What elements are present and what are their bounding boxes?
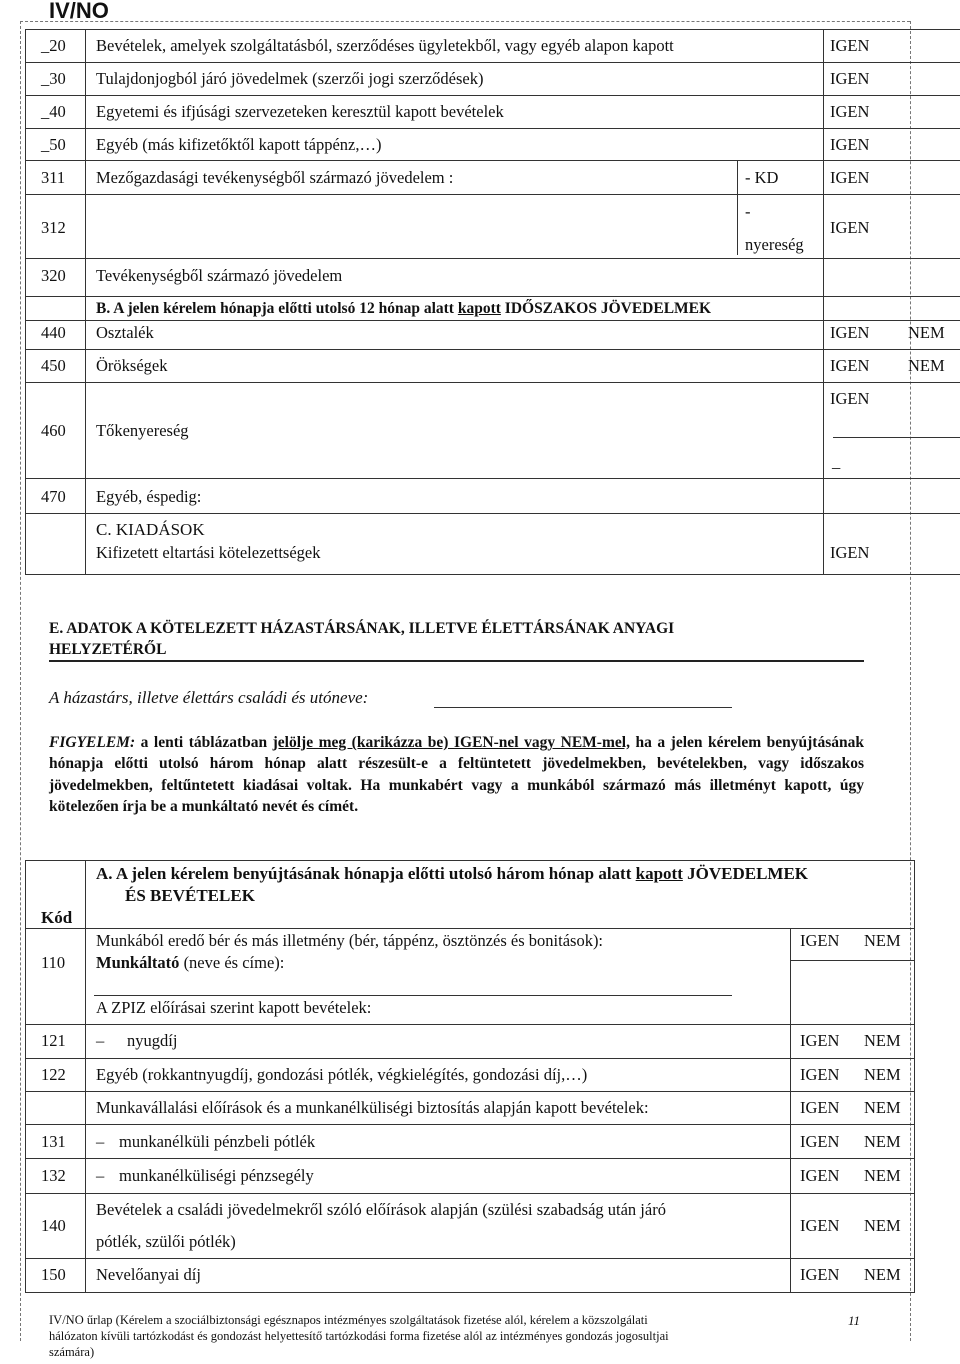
employer-field[interactable]	[94, 995, 732, 996]
row-label: Bevételek a családi jövedelmekről szóló előírások alapján (szülési szabadság után járó	[96, 1200, 666, 1219]
section-a-heading-cont: ÉS BEVÉTELEK	[125, 886, 255, 905]
row-label: Bevételek, amelyek szolgáltatásból, szerződéses ügyletekből, vagy egyéb alapon kapott	[96, 36, 674, 55]
page-header: IV/NO	[49, 0, 109, 23]
row-code: _20	[41, 36, 66, 55]
row-label: Munkavállalási előírások és a munkanélküliségi biztosítás alapján kapott bevételek:	[96, 1098, 649, 1117]
sub-label-kd: - KD	[745, 168, 779, 187]
spouse-name-field[interactable]	[434, 707, 732, 708]
row-code: 470	[41, 487, 66, 506]
row-code: 140	[41, 1216, 66, 1235]
answer-column-divider	[790, 928, 791, 1292]
answer-nem[interactable]: NEM	[864, 1065, 901, 1084]
row-code: 450	[41, 356, 66, 375]
row-label: Nevelőanyai díj	[96, 1265, 201, 1284]
code-header: Kód	[41, 908, 73, 927]
row-code: 121	[41, 1031, 66, 1050]
answer-igen[interactable]: IGEN	[830, 168, 870, 187]
spouse-name-label: A házastárs, illetve élettárs családi és utóneve:	[49, 688, 369, 707]
answer-blank[interactable]: _	[832, 452, 841, 471]
row-dash: –	[96, 1132, 105, 1151]
sub-label-dash: -	[745, 202, 751, 221]
row-label: Egyéb (más kifizetőktől kapott táppénz,…)	[96, 135, 382, 154]
answer-nem[interactable]: NEM	[908, 323, 945, 342]
row-code: _30	[41, 69, 66, 88]
row-code: _40	[41, 102, 66, 121]
answer-igen[interactable]: IGEN	[830, 356, 870, 375]
row-code: 122	[41, 1065, 66, 1084]
row-code: 311	[41, 168, 66, 187]
row-label: Tevékenységből származó jövedelem	[96, 266, 343, 285]
answer-nem[interactable]: NEM	[864, 1216, 901, 1235]
row-label: munkanélküliségi pénzsegély	[119, 1166, 314, 1185]
answer-nem[interactable]: NEM	[864, 1132, 901, 1151]
row-label: Egyetemi és ifjúsági szervezeteken keresztül kapott bevételek	[96, 102, 504, 121]
employer-label: Munkáltató (neve és címe):	[96, 953, 285, 972]
row-label: Örökségek	[96, 356, 168, 375]
answer-igen[interactable]: IGEN	[830, 543, 870, 562]
section-e-rule	[49, 660, 864, 662]
row-dash: –	[96, 1031, 105, 1050]
footer-line: IV/NO űrlap (Kérelem a szociálbiztonsági egésznapos intézményes szolgáltatások fizetése alól, kérelem a közszolgálati	[49, 1313, 648, 1327]
answer-nem[interactable]: NEM	[864, 931, 901, 950]
footer-line: számára)	[49, 1345, 95, 1359]
answer-igen[interactable]: IGEN	[830, 69, 870, 88]
row-label-cont: pótlék, szülői pótlék)	[96, 1232, 236, 1251]
row-label: Osztalék	[96, 323, 154, 342]
row-code: 131	[41, 1132, 66, 1151]
row-code: 460	[41, 421, 66, 440]
answer-nem[interactable]: NEM	[908, 356, 945, 375]
answer-nem[interactable]: NEM	[864, 1098, 901, 1117]
row-code: _50	[41, 135, 66, 154]
row-label: Mezőgazdasági tevékenységből származó jövedelem :	[96, 168, 454, 187]
code-column-divider	[85, 29, 86, 574]
dashed-frame-right	[910, 21, 911, 1341]
answer-igen[interactable]: IGEN	[830, 36, 870, 55]
answer-igen[interactable]: IGEN	[830, 323, 870, 342]
row-label: Kifizetett eltartási kötelezettségek	[96, 543, 321, 562]
row-label: Egyéb, éspedig:	[96, 487, 202, 506]
row-dash: –	[96, 1166, 105, 1185]
dashed-frame-left	[20, 21, 21, 1341]
notice-paragraph: FIGYELEM: a lenti táblázatban jelölje meg (karikázza be) IGEN-nel vagy NEM-mel, ha a jelen kérelem benyújtásának hónapja előtti utolsó három hónap alatt részesült-e a feltüntetett jövedelmekben, bevételekben, vagy időszakos jövedelmekben, feltűntetett kiadásai voltak. Ha munkabért vagy a munkából származó más illetményt kapott, úgy kötelezően írja be a munkáltató nevét és címét.	[49, 734, 864, 815]
answer-column-divider	[823, 29, 824, 574]
row-code: 320	[41, 266, 66, 285]
answer-igen[interactable]: IGEN	[830, 389, 870, 408]
code-column-divider	[85, 860, 86, 1292]
row-code: 150	[41, 1265, 66, 1284]
row-label: Egyéb (rokkantnyugdíj, gondozási pótlék, végkielégítés, gondozási díj,…)	[96, 1065, 588, 1084]
top-table-border	[25, 29, 960, 30]
section-e-title: E. ADATOK A KÖTELEZETT HÁZASTÁRSÁNAK, ILLETVE ÉLETTÁRSÁNAK ANYAGI	[49, 620, 675, 637]
answer-nem[interactable]: NEM	[864, 1265, 901, 1284]
section-b-heading: B. A jelen kérelem hónapja előtti utolsó 12 hónap alatt kapott IDŐSZAKOS JÖVEDELMEK	[96, 300, 712, 317]
answer-nem[interactable]: NEM	[864, 1031, 901, 1050]
row-label: munkanélküli pénzbeli pótlék	[119, 1132, 316, 1151]
dashed-frame-top	[20, 21, 910, 22]
footer-line: hálózaton kívüli tartózkodást és gondozást helyettesítő tartózkodási forma fizetése alól az intézményes gondozás jogosultjai	[49, 1329, 669, 1343]
row-code: 312	[41, 218, 66, 237]
top-table-left-border	[25, 29, 26, 574]
section-a-heading: A. A jelen kérelem benyújtásának hónapja előtti utolsó három hónap alatt kapott JÖVEDELMEK	[96, 864, 809, 883]
answer-igen[interactable]: IGEN	[830, 218, 870, 237]
answer-igen[interactable]: IGEN	[800, 1065, 840, 1084]
answer-igen[interactable]: IGEN	[800, 1031, 840, 1050]
row-label: Tőkenyereség	[96, 421, 189, 440]
answer-igen[interactable]: IGEN	[800, 1098, 840, 1117]
answer-igen[interactable]: IGEN	[800, 1132, 840, 1151]
row-code: 110	[41, 953, 66, 972]
answer-igen[interactable]: IGEN	[830, 135, 870, 154]
answer-igen[interactable]: IGEN	[800, 1166, 840, 1185]
answer-igen[interactable]: IGEN	[800, 1265, 840, 1284]
section-c-heading: C. KIADÁSOK	[96, 520, 205, 539]
answer-igen[interactable]: IGEN	[800, 1216, 840, 1235]
row-label: Tulajdonjogból járó jövedelmek (szerzői jogi szerződések)	[96, 69, 484, 88]
section-e-title-cont: HELYZETÉRŐL	[49, 641, 167, 658]
sub-column-divider	[737, 160, 738, 255]
answer-igen[interactable]: IGEN	[830, 102, 870, 121]
row-code: 440	[41, 323, 66, 342]
answer-nem[interactable]: NEM	[864, 1166, 901, 1185]
zpiz-label: A ZPIZ előírásai szerint kapott bevételek:	[96, 998, 372, 1017]
row-code: 132	[41, 1166, 66, 1185]
row-label: Munkából eredő bér és más illetmény (bér, táppénz, ösztönzés és bonitások):	[96, 931, 604, 950]
page-number: 11	[848, 1313, 861, 1328]
sub-label-nyereseg: nyereség	[745, 235, 804, 254]
answer-igen[interactable]: IGEN	[800, 931, 840, 950]
row-label: nyugdíj	[127, 1031, 178, 1050]
